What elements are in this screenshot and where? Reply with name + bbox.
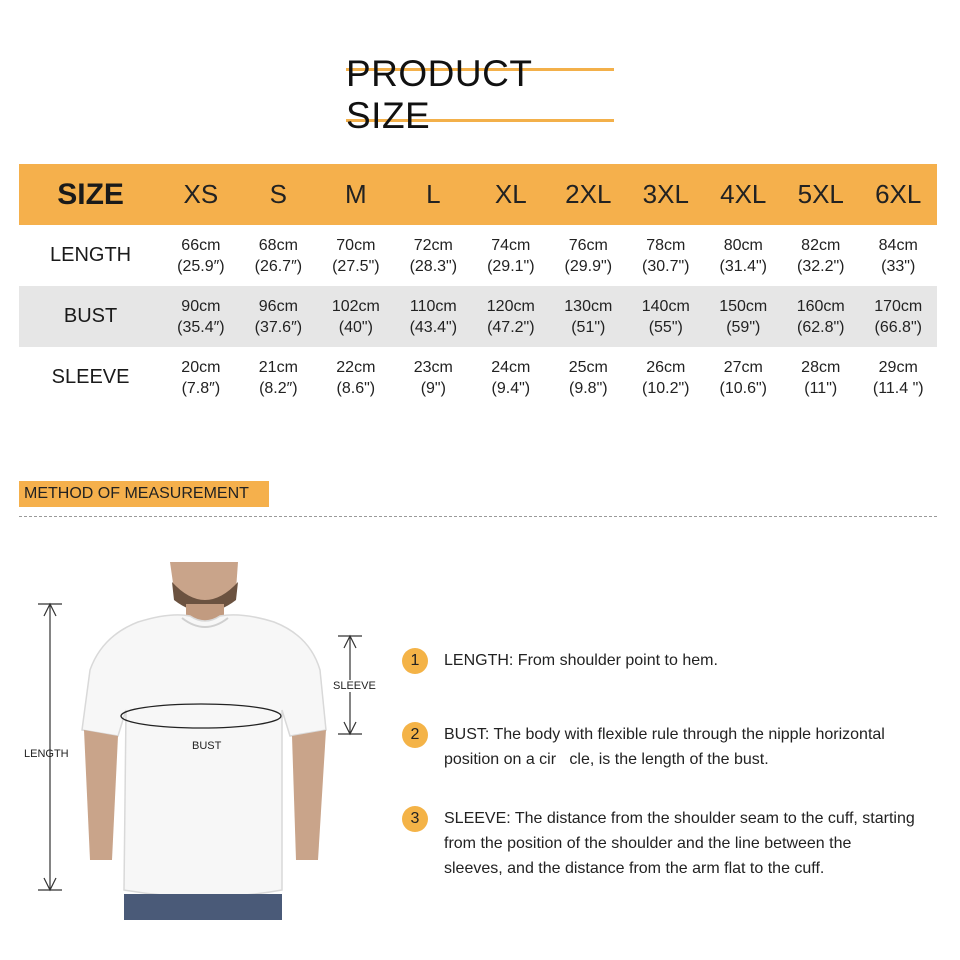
inch-value: (11.4 ") <box>872 379 924 397</box>
cm-value: 160cm <box>796 297 845 315</box>
dashed-divider <box>19 516 937 517</box>
cm-value: 29cm <box>878 358 918 376</box>
size-header-cell: 2XL <box>565 179 612 209</box>
row-label: LENGTH <box>50 244 132 266</box>
note-text: BUST: The body with flexible rule through the nipple horizontal position on a cir cle, is the length of the bust. <box>444 726 885 768</box>
note-bust <box>402 722 942 772</box>
size-header-cell: XS <box>183 179 219 209</box>
table-row-sleeve <box>19 347 937 408</box>
table-cell <box>240 357 317 399</box>
inch-value: (32.2") <box>797 257 845 275</box>
inch-value: (9.8") <box>569 379 608 397</box>
cm-value: 21cm <box>258 358 298 376</box>
inch-value: (8.2″) <box>259 379 298 397</box>
inch-value: (66.8") <box>874 318 922 336</box>
note-length <box>402 648 942 674</box>
tshirt-figure <box>20 560 380 920</box>
size-header-cell: 4XL <box>720 179 767 209</box>
inch-value: (55") <box>648 318 683 336</box>
inch-value: (59") <box>726 318 761 336</box>
table-cell <box>627 235 704 277</box>
table-row-bust <box>19 286 937 347</box>
cm-value: 84cm <box>878 236 918 254</box>
method-heading: METHOD OF MEASUREMENT <box>19 481 269 507</box>
inch-value: (35.4″) <box>177 318 225 336</box>
inch-value: (62.8") <box>797 318 845 336</box>
cm-value: 90cm <box>181 297 221 315</box>
cm-value: 96cm <box>258 297 298 315</box>
inch-value: (33") <box>881 257 916 275</box>
inch-value: (7.8″) <box>181 379 221 397</box>
cm-value: 130cm <box>564 297 613 315</box>
table-cell <box>782 296 859 338</box>
cm-value: 80cm <box>723 236 763 254</box>
inch-value: (11") <box>804 379 838 397</box>
step-number-badge: 1 <box>402 648 428 674</box>
table-cell <box>859 235 936 277</box>
page-title: PRODUCT SIZE <box>346 53 532 136</box>
cm-value: 70cm <box>336 236 376 254</box>
inch-value: (40") <box>338 318 373 336</box>
table-cell <box>627 357 704 399</box>
cm-value: 140cm <box>641 297 690 315</box>
table-cell <box>859 296 936 338</box>
inch-value: (30.7") <box>642 257 690 275</box>
table-cell <box>782 235 859 277</box>
size-header-cell: 5XL <box>797 179 844 209</box>
inch-value: (8.6") <box>336 379 376 397</box>
cm-value: 170cm <box>874 297 923 315</box>
table-cell <box>317 235 394 277</box>
size-header-cell: 6XL <box>875 179 922 209</box>
step-number-badge: 2 <box>402 722 428 748</box>
row-label: BUST <box>63 305 118 327</box>
inch-value: (28.3") <box>409 257 458 275</box>
table-cell <box>472 357 549 399</box>
inch-value: (31.4") <box>719 257 767 275</box>
cm-value: 23cm <box>413 358 453 376</box>
table-cell <box>395 296 472 338</box>
cm-value: 78cm <box>646 236 686 254</box>
cm-value: 20cm <box>181 358 221 376</box>
cm-value: 150cm <box>719 297 768 315</box>
table-cell <box>395 235 472 277</box>
table-cell <box>162 357 239 399</box>
note-text: LENGTH: From shoulder point to hem. <box>444 652 718 669</box>
size-header-row <box>19 164 937 225</box>
inch-value: (9") <box>420 379 446 397</box>
inch-value: (51") <box>571 318 606 336</box>
cm-value: 26cm <box>646 358 686 376</box>
size-header-cell: 3XL <box>642 179 689 209</box>
table-cell <box>162 235 239 277</box>
table-cell <box>550 357 627 399</box>
size-header-cell: XL <box>494 179 527 209</box>
cm-value: 74cm <box>491 236 531 254</box>
inch-value: (10.6") <box>719 379 767 397</box>
table-cell <box>550 296 627 338</box>
cm-value: 120cm <box>486 297 535 315</box>
size-header-label: SIZE <box>57 177 124 211</box>
table-cell <box>317 357 394 399</box>
cm-value: 27cm <box>723 358 763 376</box>
size-header-cell: S <box>269 179 288 209</box>
table-cell <box>472 235 549 277</box>
inch-value: (27.5") <box>332 257 380 275</box>
table-cell <box>705 296 782 338</box>
inch-value: (9.4") <box>491 379 531 397</box>
size-header-cell: L <box>426 179 441 209</box>
title-frame <box>346 53 614 136</box>
table-cell <box>859 357 936 399</box>
cm-value: 28cm <box>801 358 841 376</box>
cm-value: 82cm <box>801 236 841 254</box>
bust-label: BUST <box>192 740 222 752</box>
inch-value: (37.6″) <box>254 318 303 336</box>
table-cell <box>240 235 317 277</box>
length-label: LENGTH <box>24 748 69 760</box>
table-cell <box>240 296 317 338</box>
cm-value: 25cm <box>568 358 608 376</box>
table-cell <box>162 296 239 338</box>
inch-value: (43.4") <box>409 318 458 336</box>
inch-value: (47.2") <box>487 318 535 336</box>
inch-value: (25.9″) <box>177 257 225 275</box>
table-cell <box>627 296 704 338</box>
cm-value: 68cm <box>258 236 298 254</box>
table-cell <box>472 296 549 338</box>
table-cell <box>782 357 859 399</box>
table-cell <box>550 235 627 277</box>
size-table <box>19 164 937 408</box>
cm-value: 72cm <box>413 236 453 254</box>
table-cell <box>395 357 472 399</box>
note-text: SLEEVE: The distance from the shoulder seam to the cuff, starting from the position of the shoulder and the line between the sleeves, and the distance from the arm flat to the cuff. <box>444 810 915 877</box>
note-sleeve <box>402 806 942 881</box>
cm-value: 66cm <box>181 236 221 254</box>
inch-value: (26.7″) <box>254 257 303 275</box>
cm-value: 76cm <box>568 236 608 254</box>
cm-value: 102cm <box>331 297 380 315</box>
inch-value: (29.1") <box>487 257 535 275</box>
table-row-length <box>19 225 937 286</box>
cm-value: 24cm <box>491 358 531 376</box>
table-cell <box>705 357 782 399</box>
inch-value: (29.9") <box>564 257 613 275</box>
table-cell <box>317 296 394 338</box>
cm-value: 110cm <box>409 297 457 315</box>
step-number-badge: 3 <box>402 806 428 832</box>
row-label: SLEEVE <box>51 366 130 388</box>
sleeve-label: SLEEVE <box>333 680 376 692</box>
table-cell <box>705 235 782 277</box>
inch-value: (10.2") <box>642 379 690 397</box>
cm-value: 22cm <box>336 358 376 376</box>
size-header-cell: M <box>345 179 367 209</box>
